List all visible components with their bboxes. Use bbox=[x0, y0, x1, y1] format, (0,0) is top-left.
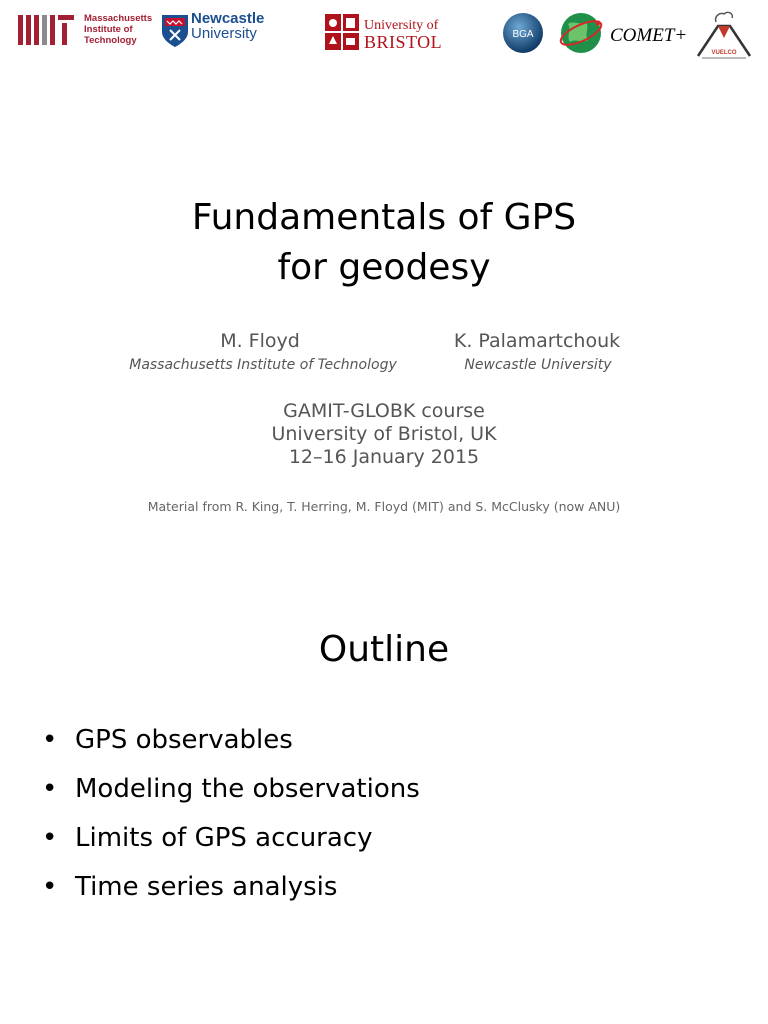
list-item bbox=[42, 716, 420, 765]
material-credit: Material from R. King, T. Herring, M. Floyd (MIT) and S. McClusky (now ANU) bbox=[147, 499, 621, 514]
bullet-icon: • bbox=[42, 725, 58, 755]
list-item-text: GPS observables bbox=[75, 725, 293, 755]
author-1-affiliation: Massachusetts Institute of Technology bbox=[129, 357, 397, 373]
list-item-text: Limits of GPS accuracy bbox=[75, 823, 373, 853]
list-item bbox=[42, 863, 420, 912]
vuelco-volcano-logo bbox=[696, 8, 752, 62]
author-2-affiliation: Newcastle University bbox=[464, 357, 612, 373]
mit-logo-text: Massachusetts Institute of Technology bbox=[84, 13, 153, 46]
bga-logo-text: BGA bbox=[512, 29, 534, 40]
bristol-logo-line1: University of bbox=[364, 18, 439, 33]
bristol-crest-icon bbox=[325, 14, 359, 50]
globe-logo bbox=[558, 10, 604, 56]
list-item-text: Time series analysis bbox=[75, 872, 338, 902]
course-name: GAMIT-GLOBK course bbox=[283, 400, 485, 422]
comet-logo-text: COMET+ bbox=[610, 25, 688, 46]
course-info bbox=[0, 400, 768, 469]
outline-title: Outline bbox=[318, 629, 450, 670]
mit-logo bbox=[18, 15, 74, 45]
newcastle-logo-line1: Newcastle bbox=[191, 10, 265, 27]
course-location: University of Bristol, UK bbox=[271, 423, 497, 445]
course-dates: 12–16 January 2015 bbox=[288, 446, 480, 468]
list-item bbox=[42, 814, 420, 863]
list-item-text: Modeling the observations bbox=[75, 774, 420, 804]
bristol-logo-line2: BRISTOL bbox=[364, 32, 443, 52]
slide-title: Fundamentals of GPS for geodesy bbox=[191, 197, 577, 288]
newcastle-shield-icon bbox=[161, 14, 189, 48]
bristol-logo-text bbox=[364, 18, 442, 51]
outline-bullet-list bbox=[42, 716, 420, 912]
newcastle-logo-line2: University bbox=[191, 25, 257, 42]
list-item bbox=[42, 765, 420, 814]
bullet-icon: • bbox=[42, 774, 58, 804]
bullet-icon: • bbox=[42, 823, 58, 853]
bga-logo bbox=[501, 10, 545, 56]
author-2-name: K. Palamartchouk bbox=[453, 330, 621, 352]
bullet-icon: • bbox=[42, 872, 58, 902]
author-1-name: M. Floyd bbox=[220, 330, 300, 352]
vuelco-logo-text: VUELCO bbox=[711, 50, 737, 56]
newcastle-logo-text bbox=[191, 11, 264, 41]
